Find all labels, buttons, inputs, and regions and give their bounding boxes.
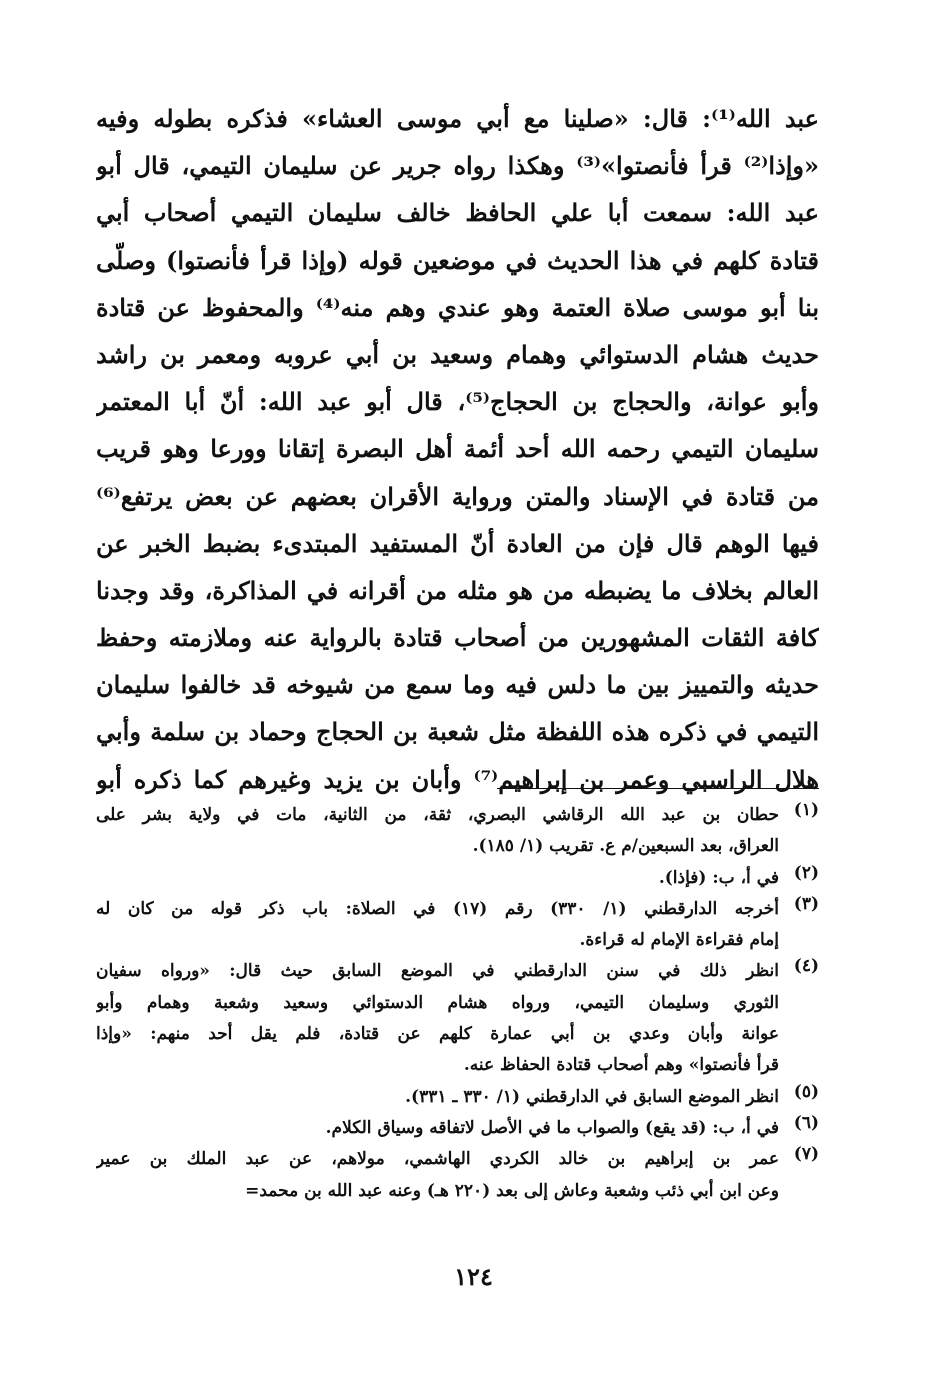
- footnote-number: (٦): [793, 1112, 819, 1133]
- footnote-line: إمام فقراءة الإمام له قراءة.: [579, 930, 779, 951]
- text-line: عبد الله: سمعت أبا علي الحافظ خالف سليمان التيمي أصحاب أبي: [96, 198, 819, 228]
- footnote-number: (٥): [793, 1081, 819, 1102]
- text-line: حديثه والتمييز بين ما دلس فيه وما سمع من شيوخه قد خالفوا سليمان: [96, 670, 819, 700]
- footnote-item: [96, 800, 819, 863]
- footnote-line: انظر ذلك في سنن الدارقطني في الموضع السابق حيث قال: «ورواه سفيان: [96, 961, 779, 982]
- page-number: ١٢٤: [454, 1262, 493, 1291]
- footnote-line: أخرجه الدارقطني (١/ ٣٣٠) رقم (١٧) في الصلاة: باب ذكر قوله من كان له: [96, 898, 779, 919]
- footnote-number: (٤): [793, 956, 819, 977]
- footnote-line: عوانة وأبان وعدي بن أبي عمارة كلهم عن قتادة، فلم يقل أحد منهم: «وإذا: [96, 1024, 779, 1045]
- footnote-text: [96, 894, 779, 957]
- footnote-text: [96, 800, 779, 863]
- text-line: عبد الله⁽¹⁾: قال: «صلينا مع أبي موسى العشاء» فذكره بطوله وفيه: [96, 104, 819, 133]
- main-text-block: [96, 95, 819, 803]
- text-line: كافة الثقات المشهورين من أصحاب قتادة بالرواية عنه وملازمته وحفظ: [96, 623, 819, 653]
- footnote-line: قرأ فأنصتوا» وهم أصحاب قتادة الحفاظ عنه.: [463, 1055, 779, 1076]
- footnote-item: [96, 863, 819, 894]
- footnote-number: (٣): [793, 893, 819, 914]
- footnote-line: حطان بن عبد الله الرقاشي البصري، ثقة، من الثانية، مات في ولاية بشر على: [96, 805, 779, 825]
- text-line: العالم بخلاف ما يضبطه من هو مثله من أقرانه في المذاكرة، وقد وجدنا: [96, 575, 819, 605]
- footnote-number: (١): [793, 800, 819, 820]
- footnote-text: [96, 1082, 779, 1113]
- footnote-text: [96, 863, 779, 894]
- text-line: بنا أبو موسى صلاة العتمة وهو عندي وهم منه⁽⁴⁾ والمحفوظ عن قتادة: [96, 292, 819, 322]
- footnote-line: في أ، ب: (فإذا).: [658, 867, 779, 888]
- text-line: حديث هشام الدستوائي وهمام وسعيد بن أبي عروبه ومعمر بن راشد: [96, 339, 819, 369]
- footnote-number: (٢): [793, 862, 819, 883]
- footnote-item: [96, 956, 819, 1081]
- footnote-text: [96, 1113, 779, 1144]
- footnote-item: [96, 1082, 819, 1113]
- footnote-number: (٧): [793, 1144, 819, 1165]
- text-line: فيها الوهم قال فإن من العادة أنّ المستفيد المبتدىء بضبط الخبر عن: [96, 528, 819, 558]
- text-line: سليمان التيمي رحمه الله أحد أئمة أهل البصرة إتقانا وورعا وهو قريب: [96, 434, 819, 464]
- footnote-item: [96, 1144, 819, 1207]
- footnote-line: في أ، ب: (قد يقع) والصواب ما في الأصل لاتفاقه وسياق الكلام.: [325, 1117, 779, 1138]
- footnote-line: العراق، بعد السبعين/م ع. تقريب (١/ ١٨٥).: [472, 836, 779, 857]
- footnotes-block: [96, 800, 819, 1207]
- footnote-item: [96, 1113, 819, 1144]
- footnote-line: انظر الموضع السابق في الدارقطني (١/ ٣٣٠ ـ ٣٣١).: [405, 1086, 779, 1107]
- text-line: من قتادة في الإسناد والمتن ورواية الأقران بعضهم عن بعض يرتفع⁽⁶⁾: [96, 481, 819, 511]
- footnote-text: [96, 956, 779, 1081]
- text-line: هلال الراسبي وعمر بن إبراهيم⁽⁷⁾ وأبان بن يزيد وغيرهم كما ذكره أبو: [96, 764, 819, 794]
- footnote-text: [96, 1144, 779, 1207]
- footnote-line: عمر بن إبراهيم بن خالد الكردي الهاشمي، مولاهم، عن عبد الملك بن عمير: [96, 1149, 779, 1170]
- text-line: «وإذا⁽²⁾ قرأ فأنصتوا»⁽³⁾ وهكذا رواه جرير عن سليمان التيمي، قال أبو: [96, 151, 819, 181]
- footnote-line: الثوري وسليمان التيمي، ورواه هشام الدستوائي وسعيد وشعبة وهمام وأبو: [96, 992, 779, 1013]
- text-line: وأبو عوانة، والحجاج بن الحجاج⁽⁵⁾، قال أبو عبد الله: أنّ أبا المعتمر: [96, 387, 819, 417]
- text-line: التيمي في ذكره هذه اللفظة مثل شعبة بن الحجاج وحماد بن سلمة وأبي: [96, 717, 819, 747]
- footnote-line: وعن ابن أبي ذئب وشعبة وعاش إلى بعد (٢٢٠ هـ) وعنه عبد الله بن محمد=: [245, 1180, 779, 1201]
- text-line: قتادة كلهم في هذا الحديث في موضعين قوله (وإذا قرأ فأنصتوا) وصلّى: [96, 245, 819, 275]
- footnote-divider: [497, 788, 819, 789]
- footnote-item: [96, 894, 819, 957]
